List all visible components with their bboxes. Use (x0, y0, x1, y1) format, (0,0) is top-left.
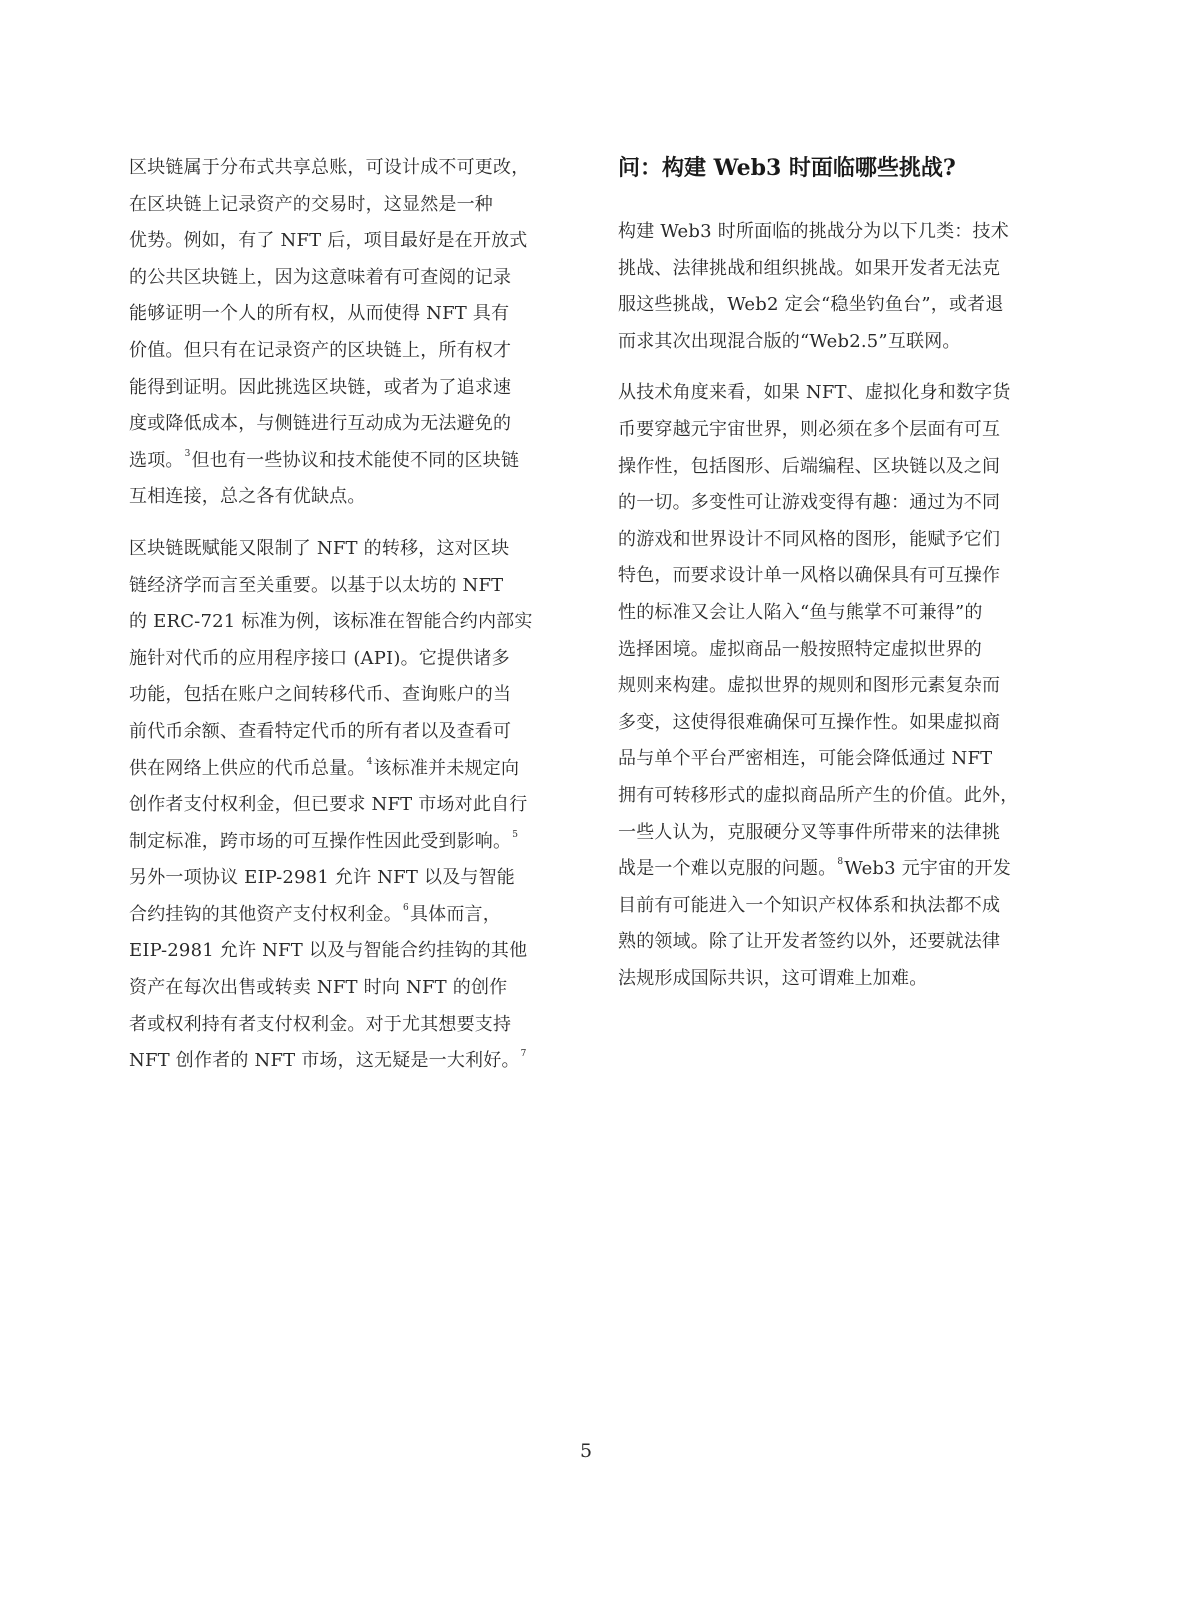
text-line (618, 741, 1058, 778)
text-line (618, 778, 1058, 815)
text-segment: 能够证明一个人的所有权，从而使得 NFT 具有 (129, 303, 510, 325)
text-line (129, 677, 569, 714)
footnote-reference: 8 (837, 857, 844, 868)
text-segment: Web3 元宇宙的开发 (844, 858, 1011, 880)
text-segment: 操作性，包括图形、后端编程、区块链以及之间 (618, 455, 1001, 477)
text-line (618, 412, 1058, 449)
text-segment: 前代币余额、查看特定代币的所有者以及查看可 (129, 720, 512, 742)
text-line (129, 260, 569, 297)
text-segment: 选择困境。虚拟商品一般按照特定虚拟世界的 (618, 638, 982, 660)
text-segment: 能得到证明。因此挑选区块链，或者为了追求速 (129, 376, 512, 398)
text-line (618, 324, 1058, 361)
text-segment: 挑战、法律挑战和组织挑战。如果开发者无法克 (618, 257, 1001, 279)
text-line (129, 443, 569, 480)
footnote-reference: 7 (520, 1049, 527, 1060)
text-line (129, 970, 569, 1007)
text-segment: 品与单个平台严密相连，可能会降低通过 NFT (618, 748, 993, 770)
text-segment: 优势。例如，有了 NFT 后，项目最好是在开放式 (129, 230, 528, 252)
text-segment: 而求其次出现混合版的“Web2.5”互联网。 (618, 330, 961, 352)
text-segment: 目前有可能进入一个知识产权体系和执法都不成 (618, 894, 1001, 916)
text-segment: 从技术角度来看，如果 NFT、虚拟化身和数字货 (618, 382, 1011, 404)
text-segment: 区块链属于分布式共享总账，可设计成不可更改， (129, 157, 530, 178)
text-segment: 的公共区块链上，因为这意味着有可查阅的记录 (129, 266, 512, 288)
text-line (618, 888, 1058, 925)
text-line (129, 296, 569, 333)
text-segment: 币要穿越元宇宙世界，则必须在多个层面有可互 (618, 418, 1001, 440)
page-number: 5 (580, 1440, 593, 1462)
text-line (618, 375, 1058, 412)
text-line (129, 1043, 569, 1080)
text-line (618, 961, 1058, 998)
text-segment: 构建 Web3 时所面临的挑战分为以下几类：技术 (618, 221, 1009, 242)
text-segment: 合约挂钩的其他资产支付权利金。 (129, 903, 402, 925)
text-line (618, 449, 1058, 486)
text-segment: 法规形成国际共识，这可谓难上加难。 (618, 967, 928, 989)
text-segment: 价值。但只有在记录资产的区块链上，所有权才 (129, 339, 512, 361)
text-segment: 度或降低成本，与侧链进行互动成为无法避免的 (129, 413, 512, 435)
text-segment: 的一切。多变性可让游戏变得有趣：通过为不同 (618, 492, 1001, 514)
text-segment: 规则来构建。虚拟世界的规则和图形元素复杂而 (618, 675, 1001, 697)
text-line (618, 815, 1058, 852)
paragraph (618, 214, 1058, 360)
text-segment: 多变，这使得很难确保可互操作性。如果虚拟商 (618, 711, 1001, 733)
text-segment: 制定标准，跨市场的可互操作性因此受到影响。 (129, 830, 512, 852)
text-line (618, 851, 1058, 888)
left-column (129, 150, 569, 1095)
text-line (618, 924, 1058, 961)
text-segment: 性的标准又会让人陷入“鱼与熊掌不可兼得”的 (618, 601, 983, 623)
text-segment: 在区块链上记录资产的交易时，这显然是一种 (129, 193, 493, 215)
text-segment: 选项。 (129, 449, 184, 471)
text-line (618, 287, 1058, 324)
text-segment: 的游戏和世界设计不同风格的图形，能赋予它们 (618, 528, 1001, 550)
text-line (129, 860, 569, 897)
text-segment: 该标准并未规定向 (373, 757, 520, 779)
text-segment: 创作者支付权利金，但已要求 NFT 市场对此自行 (129, 794, 528, 816)
text-line (618, 251, 1058, 288)
text-line (129, 479, 569, 516)
text-line (129, 933, 569, 970)
text-line (618, 522, 1058, 559)
text-segment: 熟的领域。除了让开发者签约以外，还要就法律 (618, 931, 1001, 953)
text-segment: 的 ERC-721 标准为例，该标准在智能合约内部实 (129, 611, 533, 633)
text-segment: 服这些挑战，Web2 定会“稳坐钓鱼台”，或者退 (618, 294, 1004, 316)
text-line (129, 714, 569, 751)
text-line (129, 333, 569, 370)
right-column (618, 150, 1058, 1012)
text-line (618, 595, 1058, 632)
text-line (129, 751, 569, 788)
text-segment: 拥有可转移形式的虚拟商品所产生的价值。此外， (618, 784, 1019, 806)
text-line (618, 705, 1058, 742)
text-line (129, 824, 569, 861)
section-heading: 问：构建 Web3 时面临哪些挑战? (618, 155, 956, 181)
text-line (129, 897, 569, 934)
text-line (129, 150, 569, 187)
text-segment: 互相连接，总之各有优缺点。 (129, 486, 366, 508)
text-line (129, 641, 569, 678)
footnote-reference: 5 (512, 829, 519, 840)
text-line (129, 568, 569, 605)
text-segment: 链经济学而言至关重要。以基于以太坊的 NFT (129, 574, 504, 596)
text-segment: 功能，包括在账户之间转移代币、查询账户的当 (129, 684, 512, 706)
text-segment: 特色，而要求设计单一风格以确保具有可互操作 (618, 565, 1001, 587)
paragraph (129, 150, 569, 516)
text-line (129, 370, 569, 407)
text-line (618, 558, 1058, 595)
text-line (129, 787, 569, 824)
text-segment: 另外一项协议 EIP-2981 允许 NFT 以及与智能 (129, 867, 515, 889)
text-line (129, 531, 569, 568)
text-segment: 具体而言， (409, 903, 501, 925)
text-line (129, 1007, 569, 1044)
text-segment: 战是一个难以克服的问题。 (618, 858, 837, 880)
text-segment: 一些人认为，克服硬分叉等事件所带来的法律挑 (618, 821, 1001, 843)
footnote-reference: 4 (366, 756, 373, 767)
text-line (618, 668, 1058, 705)
text-line (618, 485, 1058, 522)
text-segment: 施针对代币的应用程序接口 (API)。它提供诸多 (129, 647, 510, 669)
right-column-body (618, 214, 1058, 997)
paragraph (618, 375, 1058, 997)
paragraph (129, 531, 569, 1080)
text-line (618, 214, 1058, 251)
text-line (129, 604, 569, 641)
text-line (129, 187, 569, 224)
text-segment: 资产在每次出售或转卖 NFT 时向 NFT 的创作 (129, 977, 508, 999)
footnote-reference: 6 (403, 902, 409, 913)
text-line (129, 223, 569, 260)
text-line (618, 632, 1058, 669)
text-segment: EIP-2981 允许 NFT 以及与智能合约挂钩的其他 (129, 940, 528, 962)
text-segment: 供在网络上供应的代币总量。 (129, 757, 366, 779)
footnote-reference: 3 (184, 448, 191, 459)
text-segment: 但也有一些协议和技术能使不同的区块链 (191, 449, 520, 471)
text-segment: 区块链既赋能又限制了 NFT 的转移，这对区块 (129, 537, 510, 559)
text-segment: NFT 创作者的 NFT 市场，这无疑是一大利好。 (129, 1050, 520, 1072)
text-line (129, 406, 569, 443)
text-segment: 者或权利持有者支付权利金。对于尤其想要支持 (129, 1013, 512, 1035)
